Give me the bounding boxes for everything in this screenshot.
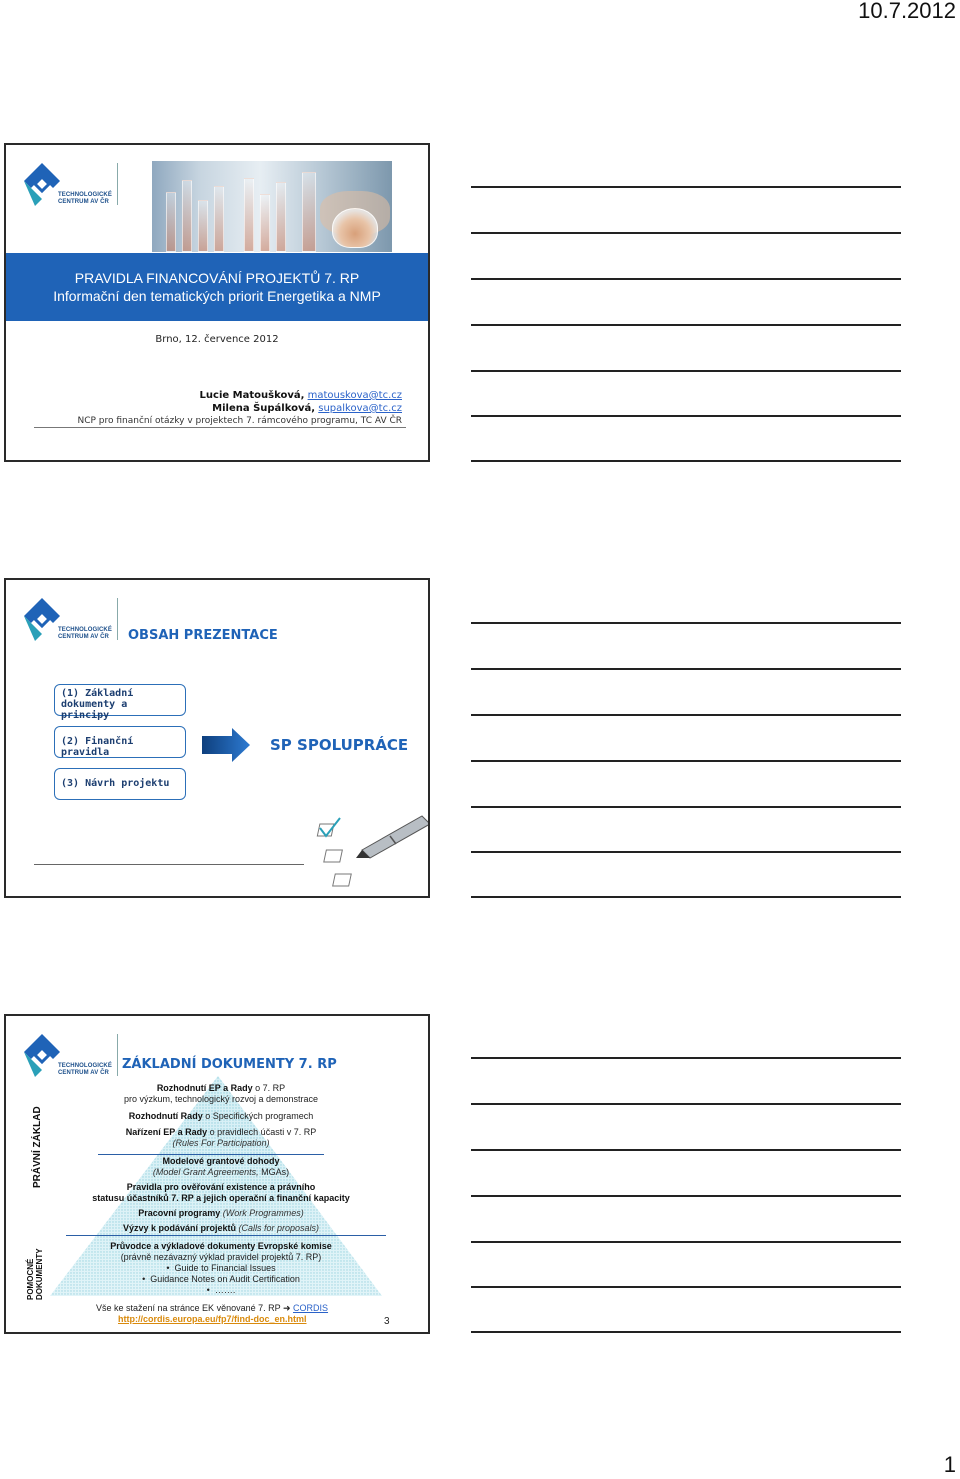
pyramid-separator	[66, 1235, 386, 1236]
logo-line1: TECHNOLOGICKÉ	[58, 627, 112, 633]
logo-divider	[117, 598, 118, 640]
slide-title	[4, 143, 430, 462]
checklist-pen-illustration	[312, 814, 430, 898]
documents-heading: ZÁKLADNÍ DOKUMENTY 7. RP	[122, 1057, 337, 1072]
cordis-link[interactable]: CORDIS	[293, 1303, 329, 1313]
slide1-date: Brno, 12. července 2012	[155, 334, 279, 345]
logo-line2: CENTRUM AV ČR	[58, 199, 109, 205]
logo-line2: CENTRUM AV ČR	[58, 1070, 109, 1076]
slide1-title-line1: PRAVIDLA FINANCOVÁNÍ PROJEKTŮ 7. RP	[74, 270, 360, 286]
author2-name: Milena Šupálková,	[212, 403, 316, 414]
page-number: 1	[943, 1452, 956, 1477]
slide-basic-documents	[4, 1014, 430, 1334]
author2-email-link[interactable]: supalkova@tc.cz	[318, 403, 402, 414]
doc-grant-agreements: Modelové grantové dohody (Model Grant Agreements, MGAs)	[152, 1156, 290, 1177]
side-label-legal: PRÁVNÍ ZÁKLAD	[32, 1106, 43, 1188]
arrow-right-icon	[200, 727, 252, 768]
slide-number: 3	[384, 1316, 390, 1327]
doc-guides: Průvodce a výkladové dokumenty Evropské komise (právně nezávazný výklad pravidel projektů 7. RP) • Guide to Financial Issues • Guidance Notes on Audit Certification • …….	[110, 1241, 332, 1295]
title-band	[6, 253, 428, 321]
doc-work-programmes: Pracovní programy (Work Programmes)	[138, 1208, 304, 1218]
arrow-right-icon: ➜	[282, 1303, 291, 1313]
pyramid-separator	[98, 1154, 324, 1155]
doc-regulation: Nařízení EP a Rady o pravidlech účasti v 7. RP (Rules For Participation)	[125, 1127, 317, 1148]
lab-photo	[152, 161, 392, 252]
side-label-aux: POMOCNÉ DOKUMENTY	[26, 1248, 44, 1300]
doc-verification-rules: Pravidla pro ověřování existence a právního statusu účastníků 7. RP a jejich operační a finanční kapacity	[92, 1182, 350, 1203]
contents-heading: OBSAH PREZENTACE	[128, 628, 278, 643]
sp-spoluprace-label: SP SPOLUPRÁCE	[270, 736, 409, 754]
author1-name: Lucie Matoušková,	[199, 390, 305, 401]
slide-contents	[4, 578, 430, 898]
logo-line1: TECHNOLOGICKÉ	[58, 192, 112, 198]
toc-item-3[interactable]: (3) Návrh projektu	[54, 768, 186, 800]
toc-item-2[interactable]: (2) Finanční pravidla	[54, 726, 186, 758]
doc-council-decision: Rozhodnutí Rady o Specifických programech	[128, 1111, 314, 1121]
toc-item-1[interactable]: (1) Základní dokumenty a principy	[54, 684, 186, 716]
author1-email-link[interactable]: matouskova@tc.cz	[307, 390, 402, 401]
slide1-title-line2: Informační den tematických priorit Energetika a NMP	[53, 288, 381, 304]
doc-decision-ep: Rozhodnutí EP a Rady o 7. RP pro výzkum, technologický rozvoj a demonstrace	[123, 1083, 319, 1104]
tc-logo	[20, 596, 116, 646]
logo-divider	[117, 1034, 118, 1076]
slide1-rule	[34, 427, 406, 428]
logo-divider	[117, 163, 118, 205]
page-date: 10.7.2012	[858, 0, 956, 23]
ncp-line: NCP pro finanční otázky v projektech 7. rámcového programu, TC AV ČR	[77, 416, 402, 426]
logo-line1: TECHNOLOGICKÉ	[58, 1063, 112, 1069]
download-note: Vše ke stažení na stránce EK věnované 7. RP ➜ CORDIS	[96, 1303, 329, 1313]
tc-logo	[20, 161, 116, 211]
cordis-url-link[interactable]: http://cordis.europa.eu/fp7/find-doc_en.html	[118, 1314, 307, 1324]
logo-line2: CENTRUM AV ČR	[58, 634, 109, 640]
authors-block	[78, 389, 403, 428]
slide2-rule	[34, 864, 304, 865]
doc-calls: Výzvy k podávání projektů (Calls for proposals)	[122, 1223, 320, 1233]
